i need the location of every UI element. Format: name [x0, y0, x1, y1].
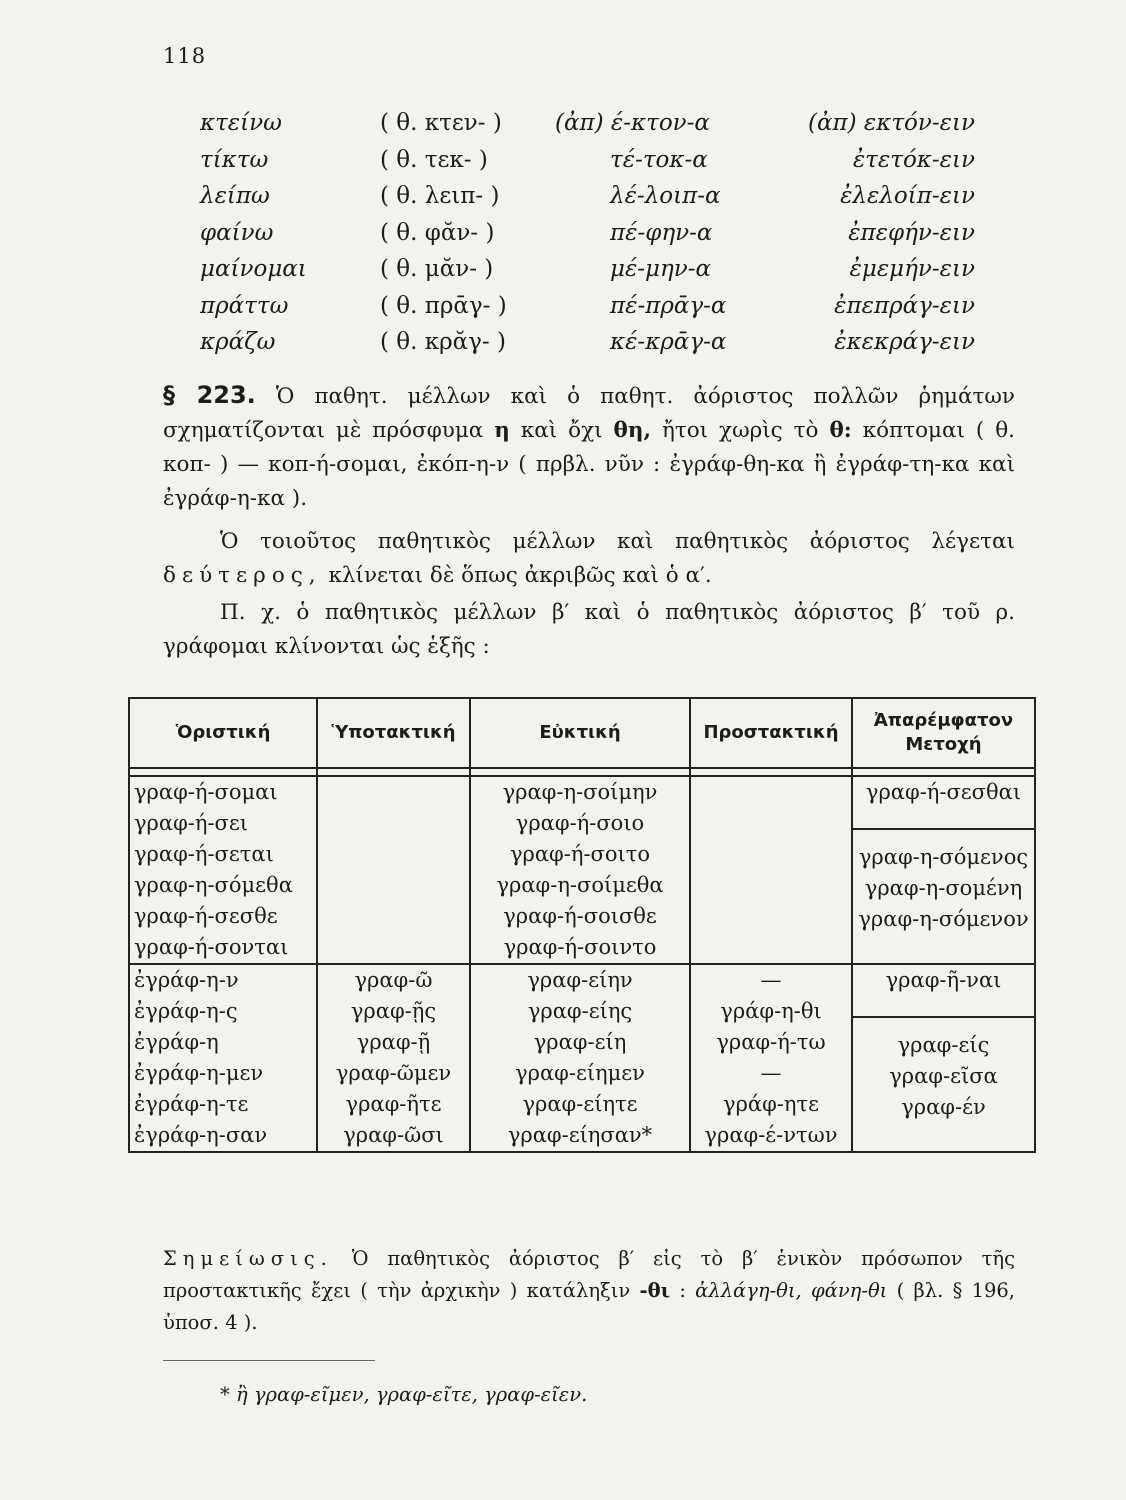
section-223-paragraph: [163, 378, 1015, 516]
form: γραφ-ή-σομαι: [134, 780, 278, 804]
form: γραφ-είητε: [522, 1092, 638, 1116]
form: γραφ-ῶσι: [343, 1123, 444, 1147]
footnote-divider: [163, 1360, 375, 1361]
form: ἐγράφ-η-μεν: [134, 1061, 264, 1085]
header-infinitive: Ἀπαρέμφατον: [873, 710, 1014, 731]
verb-theme: ( θ. φᾰν- ): [380, 219, 495, 246]
example-paragraph: Π. χ. ὁ παθητικὸς μέλλων β′ καὶ ὁ παθητικὸς ἀόριστος β′ τοῦ ρ. γράφομαι κλίνονται ὡς ἑξῆς :: [163, 600, 1015, 659]
footnote: * ἢ γραφ-εῖμεν, γραφ-εῖτε, γραφ-εῖεν.: [220, 1383, 588, 1406]
form: γραφ-είης: [527, 999, 633, 1023]
verb-row: [200, 183, 1000, 220]
future-infinitive: [853, 777, 1034, 830]
aorist-optative-cell: [470, 964, 690, 1152]
second-tense-paragraph: [163, 525, 1015, 593]
aorist-passive-row: [129, 964, 1035, 1152]
table-separator: [129, 768, 1035, 776]
verb-row: [200, 256, 1000, 293]
verb-perfect: πέ-φην-α: [610, 219, 713, 246]
paragraph-text: Ὁ τοιοῦτος παθητικὸς μέλλων καὶ παθητικὸς ἀόριστος λέγεται: [220, 529, 1015, 554]
paragraph-text: ἤτοι χωρὶς τὸ: [651, 418, 830, 443]
paragraph-text: κόπτομαι ( θ. κοπ- ) — κοπ-ή-σομαι, ἐκόπ-η-ν ( πρβλ. νῦν : ἐγράφ-θη-κα ἢ ἐγράφ-τη-κα καὶ ἐγράφ-η-κα ).: [163, 418, 1015, 511]
form: γραφ-ή-σοιντο: [503, 935, 657, 959]
form: γραφ-έ-ντων: [704, 1123, 838, 1147]
form: γραφ-εῖσα: [889, 1064, 998, 1088]
verb-pluperfect: ἐπεφήν-ειν: [848, 219, 975, 246]
form: γραφ-είς: [897, 1033, 990, 1057]
spaced-term: δεύτερος,: [163, 563, 322, 588]
verb-perfect: τέ-τοκ-α: [610, 146, 708, 173]
form: γραφ-ῇ: [356, 1030, 431, 1054]
verb-theme: ( θ. κτεν- ): [380, 110, 502, 136]
future-imperative-cell: [690, 776, 852, 964]
verb-row: [200, 329, 1000, 366]
header-optative: Εὐκτική: [470, 698, 690, 768]
header-subjunctive: Ὑποτακτική: [317, 698, 470, 768]
form: γραφ-είησαν*: [507, 1123, 653, 1147]
verb-row: [200, 293, 1000, 330]
verb-present: κτείνω: [200, 110, 282, 136]
aorist-participle: [857, 1018, 1030, 1123]
header-participle: Μετοχή: [905, 734, 982, 755]
form: γραφ-η-σόμεθα: [134, 873, 293, 897]
verb-theme: ( θ. κρᾰγ- ): [380, 329, 506, 355]
verb-pluperfect: ἐπεπράγ-ειν: [834, 292, 975, 319]
form: γραφ-ῶμεν: [335, 1061, 452, 1085]
bold-term: θη,: [613, 418, 651, 443]
future-infinitive-participle-cell: [852, 776, 1035, 964]
form: γράφ-η-θι: [720, 999, 822, 1023]
section-number: § 223.: [163, 381, 256, 409]
future-subjunctive-cell: [317, 776, 470, 964]
aorist-infinitive: [853, 965, 1034, 1018]
form: γραφ-ή-σοισθε: [503, 904, 657, 928]
verb-pluperfect: ἐτετόκ-ειν: [852, 146, 975, 173]
form: γραφ-είημεν: [515, 1061, 645, 1085]
verb-row: [200, 110, 1000, 147]
form: γραφ-η-σόμενος: [858, 845, 1029, 869]
form: γραφ-είη: [533, 1030, 627, 1054]
verb-theme: ( θ. μᾰν- ): [380, 256, 494, 282]
form: γραφ-ή-σεσθε: [134, 904, 278, 928]
future-passive-row: [129, 776, 1035, 964]
form: γραφ-ῆτε: [345, 1092, 442, 1116]
future-optative-cell: [470, 776, 690, 964]
form: γραφ-ή-σοιο: [515, 811, 645, 835]
form: γραφ-ή-σεται: [134, 842, 274, 866]
form: γραφ-ή-σεσθαι: [865, 780, 1022, 804]
verb-perfect: κέ-κρᾱγ-α: [610, 329, 727, 355]
verb-theme: ( θ. τεκ- ): [380, 146, 488, 173]
verb-principal-parts-list: [200, 110, 1000, 366]
form: ἐγράφ-η-ς: [134, 999, 238, 1023]
form: —: [760, 968, 782, 992]
future-participle: [857, 830, 1030, 935]
note-text: Ὁ παθητικὸς ἀόριστος β′ εἰς τὸ β′ ἑνικὸν πρόσωπον τῆς προστακτικῆς ἔχει ( τὴν ἀρχικὴν ) κατάληξιν: [163, 1247, 1015, 1302]
form: ἐγράφ-η-ν: [134, 968, 239, 992]
form: γραφ-η-σοίμεθα: [496, 873, 664, 897]
table-header-row: [129, 698, 1035, 768]
note-examples: ἀλλάγη-θι, φάνη-θι: [695, 1279, 888, 1302]
form: γραφ-ῇς: [350, 999, 437, 1023]
page-number: 118: [163, 44, 207, 68]
form: γραφ-η-σόμενον: [858, 907, 1029, 931]
header-indicative: Ὁριστική: [129, 698, 317, 768]
header-infinitive-participle: [852, 698, 1035, 768]
aorist-indicative-cell: [129, 964, 317, 1152]
form: ἐγράφ-η-τε: [134, 1092, 249, 1116]
grammar-note: [163, 1243, 1015, 1339]
note-text: :: [670, 1279, 696, 1302]
verb-perfect: μέ-μην-α: [610, 256, 712, 282]
note-text: ( βλ. § 196, ὑποσ. 4 ).: [163, 1279, 1015, 1334]
verb-present: τίκτω: [200, 146, 269, 173]
verb-perfect: λέ-λοιπ-α: [610, 183, 721, 209]
verb-present: κράζω: [200, 329, 276, 355]
paragraph-text: Ὁ παθητ. μέλλων καὶ ὁ παθητ. ἀόριστος πολλῶν ῥημάτων σχηματίζονται μὲ πρόσφυμα: [163, 384, 1015, 443]
note-label: Σημείωσις.: [163, 1247, 333, 1270]
verb-pluperfect: ἐκεκράγ-ειν: [834, 329, 975, 355]
form: γραφ-ή-σονται: [134, 935, 289, 959]
form: γράφ-ητε: [723, 1092, 819, 1116]
aorist-infinitive-participle-cell: [852, 964, 1035, 1152]
form: γραφ-η-σομένη: [864, 876, 1023, 900]
paragraph-text: καὶ ὄχι: [509, 418, 614, 443]
verb-present: μαίνομαι: [200, 256, 307, 282]
form: γραφ-είην: [527, 968, 633, 992]
form: —: [760, 1061, 782, 1085]
verb-row: [200, 220, 1000, 257]
verb-pluperfect: ἐμεμήν-ειν: [849, 256, 975, 282]
verb-pluperfect: ἐλελοίπ-ειν: [840, 183, 975, 209]
form: γραφ-η-σοίμην: [502, 780, 658, 804]
future-indicative-cell: [129, 776, 317, 964]
note-ending: -θι: [639, 1279, 671, 1302]
bold-term: η: [494, 418, 510, 443]
form: γραφ-ή-σοιτο: [509, 842, 651, 866]
verb-perfect: πέ-πρᾱγ-α: [610, 292, 727, 319]
verb-perfect: (ἀπ) έ-κτον-α: [555, 110, 710, 136]
verb-present: λείπω: [200, 183, 270, 209]
verb-present: φαίνω: [200, 219, 274, 246]
form: γραφ-ή-τω: [716, 1030, 826, 1054]
header-imperative: Προστακτική: [690, 698, 852, 768]
verb-theme: ( θ. λειπ- ): [380, 183, 500, 209]
paragraph-text: κλίνεται δὲ ὅπως ἀκριβῶς καὶ ὁ α′.: [321, 563, 712, 588]
conjugation-table: [128, 697, 1036, 1153]
form: γραφ-ῆ-ναι: [885, 968, 1002, 992]
verb-present: πράττω: [200, 292, 289, 319]
verb-row: [200, 147, 1000, 184]
verb-pluperfect: (ἀπ) εκτόν-ειν: [808, 110, 975, 136]
bold-term: θ:: [829, 418, 852, 443]
form: γραφ-ῶ: [354, 968, 433, 992]
form: γραφ-ή-σει: [134, 811, 249, 835]
form: ἐγράφ-η: [134, 1030, 219, 1054]
verb-theme: ( θ. πρᾱγ- ): [380, 292, 507, 319]
form: ἐγράφ-η-σαν: [134, 1123, 268, 1147]
form: γραφ-έν: [901, 1095, 986, 1119]
aorist-imperative-cell: [690, 964, 852, 1152]
aorist-subjunctive-cell: [317, 964, 470, 1152]
